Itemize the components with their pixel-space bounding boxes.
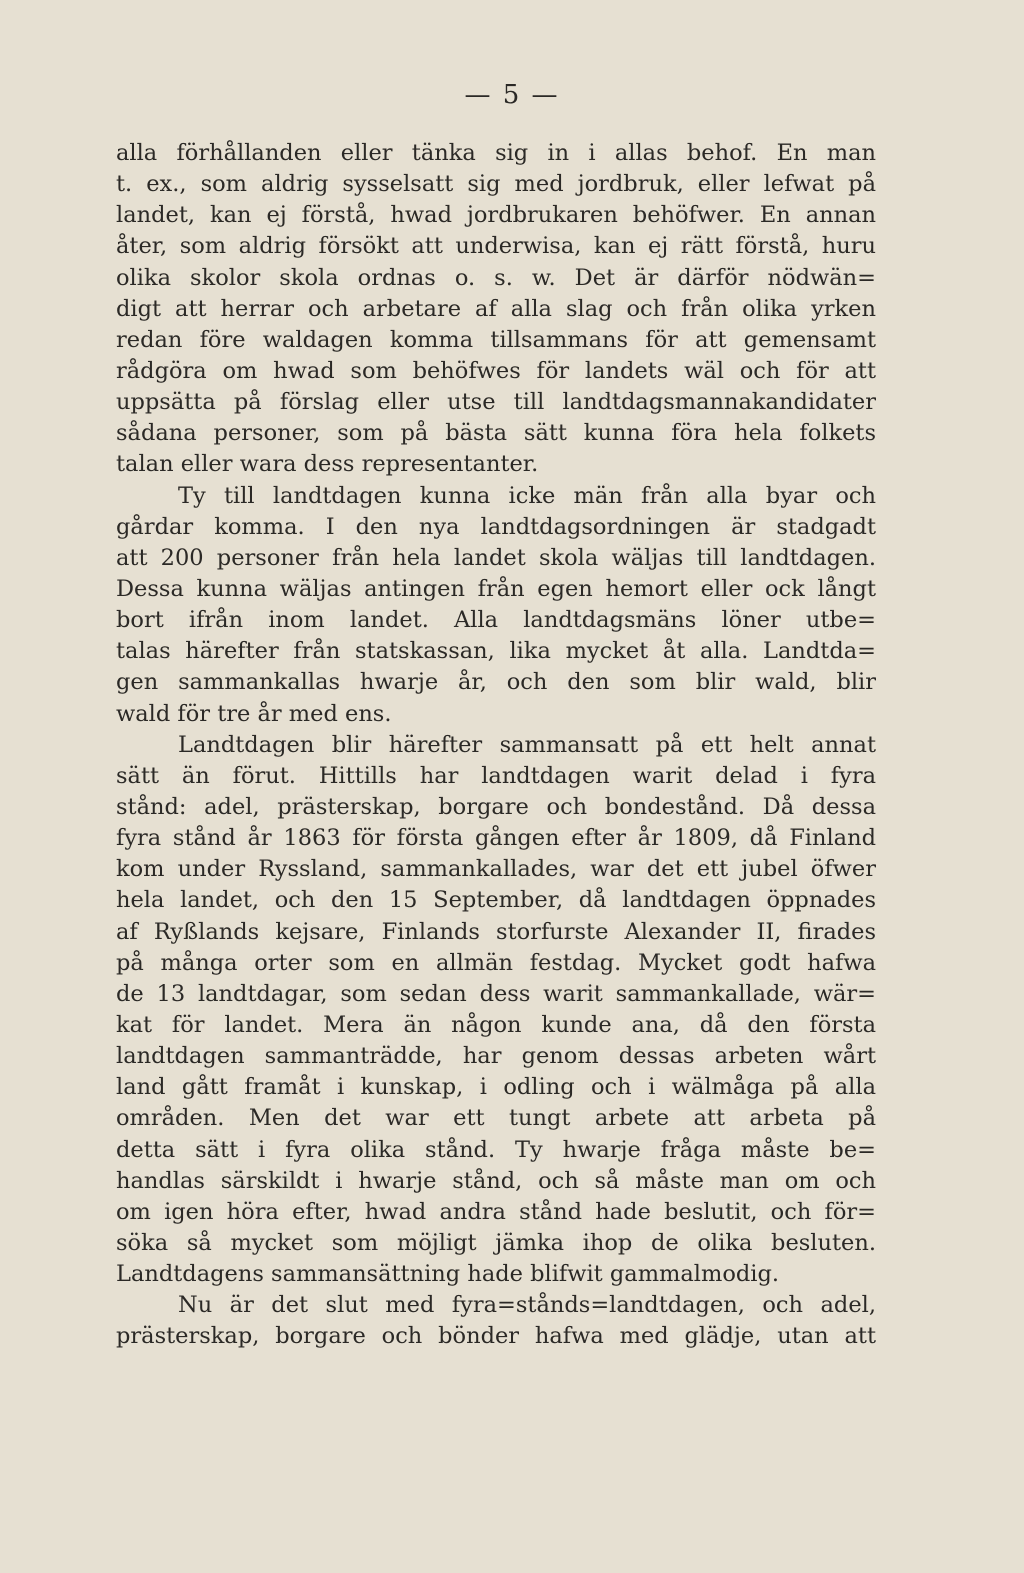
text-line: stånd: adel, prästerskap, borgare och bondestånd. Då dessa: [116, 793, 876, 820]
text-line: bort ifrån inom landet. Alla landtdagsmäns löner utbe=: [116, 607, 876, 634]
text-line: om igen höra efter, hwad andra stånd hade beslutit, och för=: [116, 1198, 876, 1225]
text-line: att 200 personer från hela landet skola wäljas till landtdagen.: [116, 544, 876, 571]
text-line: gen sammankallas hwarje år, och den som blir wald, blir: [116, 669, 876, 696]
text-line: kat för landet. Mera än någon kunde ana, då den första: [116, 1011, 876, 1038]
text-line: fyra stånd år 1863 för första gången efter år 1809, då Finland: [116, 825, 876, 852]
text-line: områden. Men det war ett tungt arbete att arbeta på: [116, 1105, 876, 1132]
text-line: af Ryßlands kejsare, Finlands storfurste Alexander II, firades: [116, 918, 876, 945]
text-line: wald för tre år med ens.: [116, 700, 392, 727]
text-line: prästerskap, borgare och bönder hafwa med glädje, utan att: [116, 1323, 876, 1350]
text-line: hela landet, och den 15 September, då landtdagen öppnades: [116, 887, 876, 914]
text-line: Dessa kunna wäljas antingen från egen hemort eller ock långt: [116, 575, 876, 602]
text-line: talas härefter från statskassan, lika mycket åt alla. Landtda=: [116, 638, 876, 665]
text-line: sådana personer, som på bästa sätt kunna föra hela folkets: [116, 420, 876, 447]
text-line: detta sätt i fyra olika stånd. Ty hwarje fråga måste be=: [116, 1136, 876, 1163]
text-line: åter, som aldrig försökt att underwisa, kan ej rätt förstå, huru: [116, 233, 876, 260]
text-line: uppsätta på förslag eller utse till landtdagsmannakandidater: [116, 389, 876, 416]
text-line: sätt än förut. Hittills har landtdagen warit delad i fyra: [116, 762, 876, 789]
text-line: landet, kan ej förstå, hwad jordbrukaren behöfwer. En annan: [116, 202, 876, 229]
paragraph-start: Landtdagen blir härefter sammansatt på ett helt annat: [178, 731, 876, 758]
text-line: handlas särskildt i hwarje stånd, och så måste man om och: [116, 1167, 876, 1194]
text-line: digt att herrar och arbetare af alla slag och från olika yrken: [116, 295, 876, 322]
text-line: landtdagen sammanträdde, har genom dessas arbeten wårt: [116, 1043, 876, 1070]
text-line: alla förhållanden eller tänka sig in i allas behof. En man: [116, 140, 876, 166]
text-line: gårdar komma. I den nya landtdagsordningen är stadgadt: [116, 513, 876, 540]
text-line: kom under Ryssland, sammankallades, war det ett jubel öfwer: [116, 856, 876, 883]
text-line: land gått framåt i kunskap, i odling och i wälmåga på alla: [116, 1074, 876, 1101]
text-line: söka så mycket som möjligt jämka ihop de olika besluten.: [116, 1229, 876, 1256]
paragraph-start: Ty till landtdagen kunna icke män från alla byar och: [178, 482, 876, 509]
text-line: olika skolor skola ordnas o. s. w. Det är därför nödwän=: [116, 264, 876, 291]
text-line: Landtdagens sammansättning hade blifwit gammalmodig.: [116, 1261, 780, 1288]
text-line: talan eller wara dess representanter.: [116, 451, 539, 478]
text-line: redan före waldagen komma tillsammans för att gemensamt: [116, 326, 876, 353]
paragraph-start: Nu är det slut med fyra=stånds=landtdagen, och adel,: [178, 1292, 876, 1319]
body-text: [116, 138, 876, 1352]
text-line: på många orter som en allmän festdag. Mycket godt hafwa: [116, 949, 876, 976]
text-line: rådgöra om hwad som behöfwes för landets wäl och för att: [116, 357, 876, 384]
text-line: t. ex., som aldrig sysselsatt sig med jordbruk, eller lefwat på: [116, 171, 876, 198]
text-line: de 13 landtdagar, som sedan dess warit sammankallade, wär=: [116, 980, 876, 1007]
page-number: — 5 —: [464, 80, 560, 110]
